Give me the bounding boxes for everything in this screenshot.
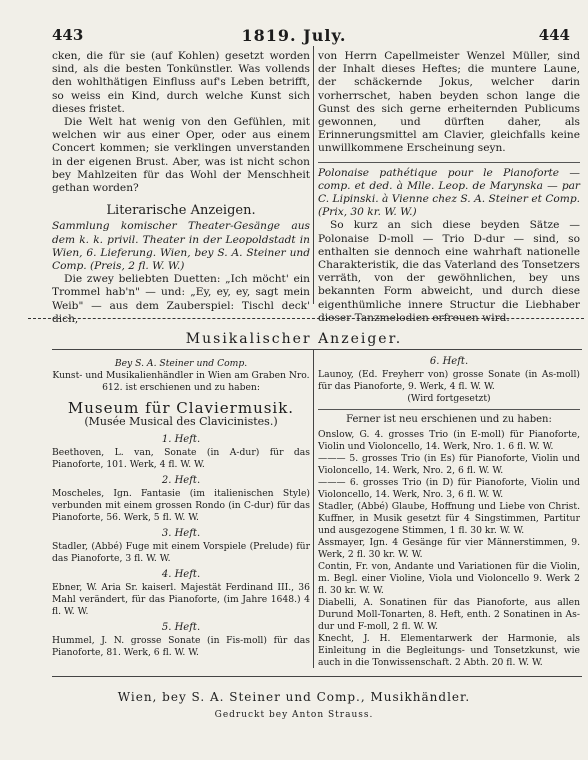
- heft-label: 2. Heft.: [161, 475, 201, 486]
- entries-divider: [318, 409, 580, 410]
- column-divider-bottom: [313, 350, 314, 668]
- catalog-entry: Stadler, (Abbé) Glaube, Hoffnung und Liebe von Christ. Kuffner, in Musik gesetzt für 4 Singstimmen, Partitur und ausgezogene Stimmen, 1 fl. 30 kr. W. W.: [318, 501, 580, 536]
- printer-line: Gedruckt bey Anton Strauss.: [214, 710, 374, 720]
- literary-ad-item: Sammlung komischer Theater-Gesänge aus dem k. k. privil. Theater in der Leopoldstadt in Wien, 6. Lieferung. Wien, bey S. A. Steiner und Comp. (Preis, 2 fl. W. W.): [52, 220, 310, 273]
- page-number-left: 443: [52, 26, 84, 44]
- catalog-entry: Diabelli, A. Sonatinen für das Pianoforte, aus allen Durund Moll-Tonarten, 8. Heft, enth. 2 Sonatinen in As-dur und F-moll, 2 fl. W. W.: [318, 597, 580, 632]
- catalog-entry: ——— 6. grosses Trio (in D) für Pianoforte, Violin und Violoncello, 14. Werk, Nro. 3, 6 fl. W. W.: [318, 477, 580, 500]
- column-divider-top: [313, 46, 314, 304]
- musee-subtitle: (Musée Musical des Clavicinistes.): [84, 415, 278, 428]
- literary-ads-title: Literarische Anzeigen.: [106, 203, 256, 219]
- heft-label: 4. Heft.: [161, 569, 201, 580]
- catalog-entry: Assmayer, Ign. 4 Gesänge für vier Männerstimmen, 9. Werk, 2 fl. 30 kr. W. W.: [318, 537, 580, 560]
- page-number-right: 444: [538, 26, 570, 44]
- top-right-column: [318, 50, 580, 325]
- heft-label: 6. Heft.: [429, 356, 469, 367]
- publisher-subline: Kunst- und Musikalienhändler in Wien am Graben Nro. 612. ist erschienen und zu haben:: [52, 370, 310, 393]
- bottom-left-column: [52, 358, 310, 659]
- bottom-right-column: [318, 352, 580, 669]
- footer-rule: [52, 676, 582, 677]
- section-divider: [28, 318, 584, 319]
- music-advertiser-title: Musikalischer Anzeiger.: [185, 331, 403, 347]
- review-divider: [318, 162, 580, 163]
- catalog-entry: Onslow, G. 4. grosses Trio (in E-moll) für Pianoforte, Violin und Violoncello, 14. Werk, Nro. 1. 6 fl. W. W.: [318, 429, 580, 452]
- heft-label: 1. Heft.: [161, 434, 201, 445]
- essay-paragraph-2: Die Welt hat wenig von den Gefühlen, mit welchen wir aus einer Oper, oder aus einem Concert kommen; sie verklingen unverstanden in der eigenen Brust. Aber, was ist nicht schon bey Mahlzeiten für das Wohl der Menschheit gethan worden?: [52, 116, 310, 195]
- catalog-entry: Hummel, J. N. grosse Sonate (in Fis-moll) für das Pianoforte, 81. Werk, 6 fl. W. W.: [52, 635, 310, 658]
- polonaise-item: Polonaise pathétique pour le Pianoforte — comp. et ded. à Mlle. Leop. de Marynska — par C. Lipinski. à Vienne chez S. A. Steiner et Comp. (Prix, 30 kr. W. W.): [318, 166, 580, 219]
- catalog-entry: Knecht, J. H. Elementarwerk der Harmonie, als Einleitung in die Begleitungs- und Tonsetzkunst, wie auch in die Tonwissenschaft. 2 Abth. 20 fl. W. W.: [318, 633, 580, 668]
- header-date: 1819. July.: [241, 26, 347, 45]
- title-underline: [52, 349, 582, 350]
- review-paragraph-1: von Herrn Capellmeister Wenzel Müller, sind der Inhalt dieses Heftes; die muntere Laune, der schäckernde Jokus, welcher darin vorherrschet, haben beyden schon lange die Gunst des sich gerne erheiternden Publicums gewonnen, und dürften daher, als Erinnerungsmittel am Clavier, gleichfalls keine unwillkommene Erscheinung seyn.: [318, 50, 580, 155]
- literary-ad-text: Die zwey beliebten Duetten: „Ich möcht' ein Trommel hab'n" — und: „Ey, ey, ey, sagt mein Weib" — aus dem Zauberspiel: Tischl deck' dich,: [52, 273, 310, 325]
- continued-note: (Wird fortgesetzt): [407, 393, 491, 404]
- catalog-entry: Moscheles, Ign. Fantasie (im italienischen Style) verbunden mit einem grossen Rondo (in C-dur) für das Pianoforte, 56. Werk, 5 fl. W. W.: [52, 488, 310, 523]
- heft-label: 5. Heft.: [161, 622, 201, 633]
- catalog-entry: Stadler, (Abbé) Fuge mit einem Vorspiele (Prelude) für das Pianoforte, 3 fl. W. W.: [52, 541, 310, 564]
- essay-paragraph-1: cken, die für sie (auf Kohlen) gesetzt worden sind, als die besten Tonkünstler. Was vollends den wohlthätigen Einfluss auf's Leben betrifft, so weiss ein Kind, durch welche Kunst sich dieses fristet.: [52, 50, 310, 115]
- polonaise-text: So kurz an sich diese beyden Sätze — Polonaise D-moll — Trio D-dur — sind, so enthalten sie dennoch eine wahrhaft nationelle Charakteristik, die das Vaterland des Tonsetzers verräth, von der gewöhnlichen, bey uns bekannten Form abweicht, und durch diese eigenthümliche innere Structur die Liebhaber dieser Tanzmelodien erfreuen wird.: [318, 219, 580, 324]
- catalog-entry: Ebner, W. Aria Sr. kaiserl. Majestät Ferdinand III., 36 Mahl verändert, für das Pianoforte, (im Jahre 1648.) 4 fl. W. W.: [52, 582, 310, 617]
- heft-label: 3. Heft.: [161, 528, 201, 539]
- more-published-heading: Ferner ist neu erschienen und zu haben:: [346, 414, 552, 425]
- publisher-line: Bey S. A. Steiner und Comp.: [114, 358, 248, 369]
- imprint-line: Wien, bey S. A. Steiner und Comp., Musikhändler.: [117, 690, 471, 704]
- top-left-column: [52, 50, 310, 326]
- catalog-entry: ——— 5. grosses Trio (in Es) für Pianoforte, Violin und Violoncello, 14. Werk, Nro. 2, 6 fl. W. W.: [318, 453, 580, 476]
- catalog-entry: Beethoven, L. van, Sonate (in A-dur) für das Pianoforte, 101. Werk, 4 fl. W. W.: [52, 447, 310, 470]
- catalog-entry: Launoy, (Ed. Freyherr von) grosse Sonate (in As-moll) für das Pianoforte, 9. Werk, 4 fl. W. W.: [318, 369, 580, 392]
- catalog-entry: Contin, Fr. von, Andante und Variationen für die Violin, m. Begl. einer Violine, Viola und Violoncello 9. Werk 2 fl. 30 kr. W. W.: [318, 561, 580, 596]
- museum-title: Museum für Claviermusik.: [67, 399, 295, 417]
